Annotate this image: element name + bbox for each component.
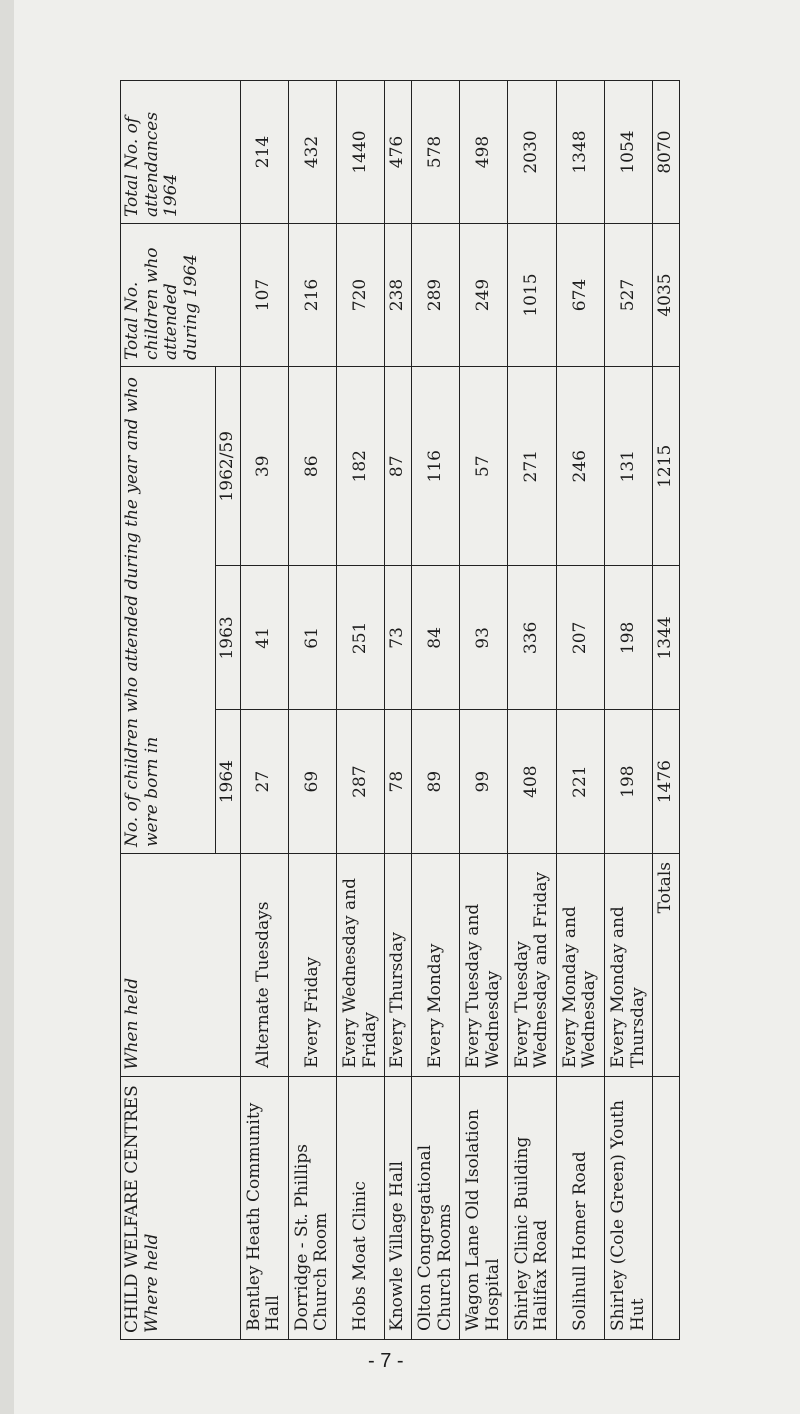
cell-1964: 69 (288, 710, 336, 854)
cell-where: Solihull Homer Road (556, 1077, 604, 1340)
page-number: - 7 - (368, 1350, 404, 1372)
cell-when: Every Thursday (385, 854, 412, 1077)
header-row (121, 81, 216, 1340)
cell-total-children: 216 (288, 224, 336, 367)
table-row (604, 81, 652, 1340)
cell-1963: 84 (412, 566, 460, 710)
table-row (556, 81, 604, 1340)
cell-1962-59: 246 (556, 367, 604, 567)
cell-total-children: 238 (385, 224, 412, 367)
cell-1962-59: 86 (288, 367, 336, 567)
cell-total-children: 1015 (508, 224, 556, 367)
cell-where: Wagon Lane Old Isolation Hospital (460, 1077, 508, 1340)
header-year-1962-59: 1962/59 (216, 367, 241, 567)
cell-where: Hobs Moat Clinic (336, 1077, 384, 1340)
cell-1964: 408 (508, 710, 556, 854)
header-when-held: When held (121, 854, 241, 1077)
cell-total-attendances: 2030 (508, 81, 556, 224)
cell-when: Every Monday (412, 854, 460, 1077)
table-row (460, 81, 508, 1340)
cell-when: Every Monday and Thursday (604, 854, 652, 1077)
cell-1963: 336 (508, 566, 556, 710)
table-row (288, 81, 336, 1340)
cell-1963: 61 (288, 566, 336, 710)
total-1964: 1476 (653, 710, 680, 854)
cell-1964: 99 (460, 710, 508, 854)
cell-when: Every Tuesday and Wednesday (460, 854, 508, 1077)
cell-total-children: 674 (556, 224, 604, 367)
cell-total-children: 527 (604, 224, 652, 367)
cell-total-children: 107 (240, 224, 288, 367)
cell-where: Shirley (Cole Green) Youth Hut (604, 1077, 652, 1340)
header-year-1964: 1964 (216, 710, 241, 854)
cell-total-children: 720 (336, 224, 384, 367)
table-row (412, 81, 460, 1340)
cell-1962-59: 39 (240, 367, 288, 567)
cell-where: Knowle Village Hall (385, 1077, 412, 1340)
cell-1964: 287 (336, 710, 384, 854)
table-row (385, 81, 412, 1340)
cell-total-children: 249 (460, 224, 508, 367)
cell-1963: 93 (460, 566, 508, 710)
cell-1962-59: 182 (336, 367, 384, 567)
table-row (336, 81, 384, 1340)
child-welfare-table (120, 80, 680, 1340)
cell-when: Every Monday and Wednesday (556, 854, 604, 1077)
cell-1964: 27 (240, 710, 288, 854)
cell-where: Bentley Heath Community Hall (240, 1077, 288, 1340)
cell-1962-59: 271 (508, 367, 556, 567)
cell-when: Every Friday (288, 854, 336, 1077)
cell-total-attendances: 1054 (604, 81, 652, 224)
cell-when: Every Wednesday and Friday (336, 854, 384, 1077)
cell-1963: 198 (604, 566, 652, 710)
cell-total-children: 289 (412, 224, 460, 367)
total-children: 4035 (653, 224, 680, 367)
cell-1964: 78 (385, 710, 412, 854)
cell-when: Alternate Tuesdays (240, 854, 288, 1077)
scan-edge (0, 0, 14, 1414)
header-centres-title: CHILD WELFARE CENTRES (122, 1085, 142, 1333)
table-row (508, 81, 556, 1340)
cell-total-attendances: 214 (240, 81, 288, 224)
table-row (240, 81, 288, 1340)
header-where-held: Where held (141, 1233, 162, 1333)
total-attendances: 8070 (653, 81, 680, 224)
cell-where: Olton Congregational Church Rooms (412, 1077, 460, 1340)
cell-1964: 198 (604, 710, 652, 854)
total-1962-59: 1215 (653, 367, 680, 567)
totals-row (653, 81, 680, 1340)
cell-1963: 251 (336, 566, 384, 710)
totals-label: Totals (653, 854, 680, 1077)
cell-where: Shirley Clinic Building Halifax Road (508, 1077, 556, 1340)
cell-where: Dorridge - St. Phillips Church Room (288, 1077, 336, 1340)
header-total-children: Total No. children who attended during 1964 (121, 224, 241, 367)
cell-1962-59: 116 (412, 367, 460, 567)
cell-total-attendances: 432 (288, 81, 336, 224)
cell-total-attendances: 578 (412, 81, 460, 224)
cell-total-attendances: 498 (460, 81, 508, 224)
total-1963: 1344 (653, 566, 680, 710)
cell-1963: 41 (240, 566, 288, 710)
cell-when: Every Tuesday Wednesday and Friday (508, 854, 556, 1077)
cell-1964: 89 (412, 710, 460, 854)
cell-where-empty (653, 1077, 680, 1340)
cell-total-attendances: 1440 (336, 81, 384, 224)
cell-1962-59: 131 (604, 367, 652, 567)
cell-1962-59: 87 (385, 367, 412, 567)
cell-1963: 207 (556, 566, 604, 710)
cell-1963: 73 (385, 566, 412, 710)
header-where (121, 1077, 241, 1340)
header-born-group: No. of children who attended during the year and who were born in (121, 367, 216, 854)
cell-total-attendances: 1348 (556, 81, 604, 224)
child-welfare-table-rotated (120, 80, 680, 1340)
cell-1962-59: 57 (460, 367, 508, 567)
header-total-attendances: Total No. of attendances 1964 (121, 81, 241, 224)
cell-1964: 221 (556, 710, 604, 854)
header-year-1963: 1963 (216, 566, 241, 710)
cell-total-attendances: 476 (385, 81, 412, 224)
